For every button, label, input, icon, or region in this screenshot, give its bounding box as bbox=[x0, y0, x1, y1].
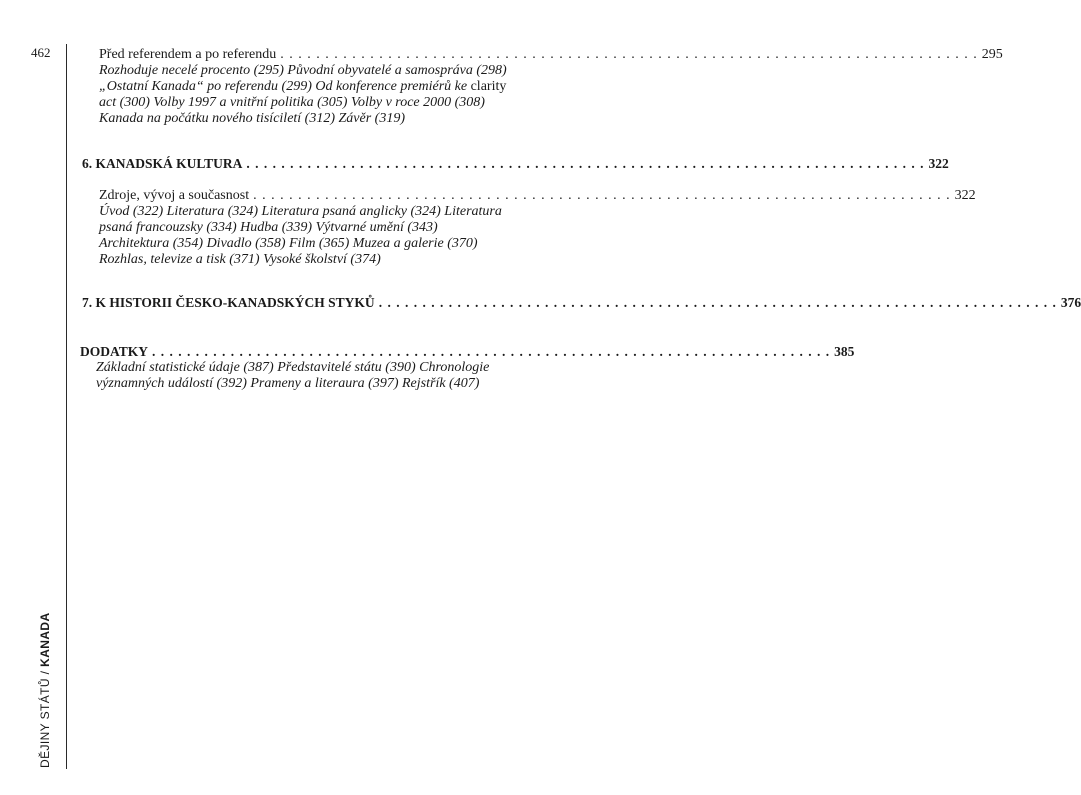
toc-chapter-line bbox=[82, 295, 1081, 311]
toc-entry-line bbox=[99, 47, 1003, 63]
detail-line: act (300) Volby 1997 a vnitřní politika (305) Volby v roce 2000 (308) bbox=[99, 95, 485, 110]
toc-chapter-6 bbox=[82, 156, 949, 172]
toc-appendix-details bbox=[96, 360, 569, 392]
running-title-prefix: DĚJINY STÁTŮ / bbox=[38, 666, 52, 768]
toc-entry-line bbox=[99, 188, 976, 204]
dot-leader: . . . . . . . . . . . . . . . . . . . . . . . . . . . . . . . . . . . . . . . . . . . . . . . . . . . . . . . . . . . . . . . . . . . . . . . . . . . . . . bbox=[378, 295, 1057, 310]
toc-entry-zdroje bbox=[99, 188, 976, 268]
page-number: 462 bbox=[31, 45, 51, 60]
detail-line bbox=[99, 79, 569, 95]
toc-chapter-page: 376 bbox=[1060, 295, 1081, 310]
detail-line: Rozhlas, televize a tisk (371) Vysoké školství (374) bbox=[99, 252, 381, 267]
detail-line-plain: clarity bbox=[470, 79, 507, 94]
dot-leader: . . . . . . . . . . . . . . . . . . . . . . . . . . . . . . . . . . . . . . . . . . . . . . . . . . . . . . . . . . . . . . . . . . . . . . . . . . . . . . bbox=[152, 344, 831, 359]
margin-rule bbox=[66, 44, 67, 769]
toc-entry-page: 295 bbox=[981, 47, 1003, 62]
detail-line: Úvod (322) Literatura (324) Literatura psaná anglicky (324) Literatura bbox=[99, 204, 502, 219]
toc-appendix bbox=[80, 344, 855, 360]
detail-line: Architektura (354) Divadlo (358) Film (365) Muzea a galerie (370) bbox=[99, 236, 478, 251]
toc-chapter-title: 7. K HISTORII ČESKO-KANADSKÝCH STYKŮ bbox=[82, 295, 375, 310]
toc-chapter-line bbox=[82, 156, 949, 172]
toc-entry-title: Před referendem a po referendu bbox=[99, 47, 277, 62]
detail-line: Rozhoduje necelé procento (295) Původní obyvatelé a samospráva (298) bbox=[99, 63, 507, 78]
detail-line: Základní statistické údaje (387) Představitelé státu (390) Chronologie bbox=[96, 360, 490, 375]
dot-leader: . . . . . . . . . . . . . . . . . . . . . . . . . . . . . . . . . . . . . . . . . . . . . . . . . . . . . . . . . . . . . . . . . . . . . . . . . . . . . . bbox=[253, 188, 951, 203]
toc-entry-referendum bbox=[99, 47, 1003, 127]
toc-chapter-page: 322 bbox=[928, 156, 949, 171]
detail-line: významných událostí (392) Prameny a literaura (397) Rejstřík (407) bbox=[96, 376, 480, 391]
dot-leader: . . . . . . . . . . . . . . . . . . . . . . . . . . . . . . . . . . . . . . . . . . . . . . . . . . . . . . . . . . . . . . . . . . . . . . . . . . . . . . bbox=[280, 47, 978, 62]
detail-line: Kanada na počátku nového tisíciletí (312) Závěr (319) bbox=[99, 111, 405, 126]
toc-entry-details bbox=[99, 63, 569, 127]
toc-chapter-title: DODATKY bbox=[80, 344, 149, 359]
toc-chapter-line bbox=[80, 344, 855, 360]
toc-entry-details bbox=[99, 204, 569, 268]
dot-leader: . . . . . . . . . . . . . . . . . . . . . . . . . . . . . . . . . . . . . . . . . . . . . . . . . . . . . . . . . . . . . . . . . . . . . . . . . . . . . . bbox=[246, 156, 925, 171]
toc-chapter-page: 385 bbox=[834, 344, 855, 359]
toc-chapter-7 bbox=[82, 295, 1081, 311]
running-title bbox=[38, 612, 52, 768]
toc-entry-page: 322 bbox=[954, 188, 976, 203]
toc-entry-details bbox=[96, 360, 569, 392]
toc-chapter-title: 6. KANADSKÁ KULTURA bbox=[82, 156, 243, 171]
running-title-country: KANADA bbox=[38, 612, 52, 667]
detail-line-text: „Ostatní Kanada“ po referendu (299) Od konference premiérů ke bbox=[99, 79, 471, 94]
detail-line: psaná francouzsky (334) Hudba (339) Výtvarné umění (343) bbox=[99, 220, 438, 235]
toc-entry-title: Zdroje, vývoj a současnost bbox=[99, 188, 250, 203]
